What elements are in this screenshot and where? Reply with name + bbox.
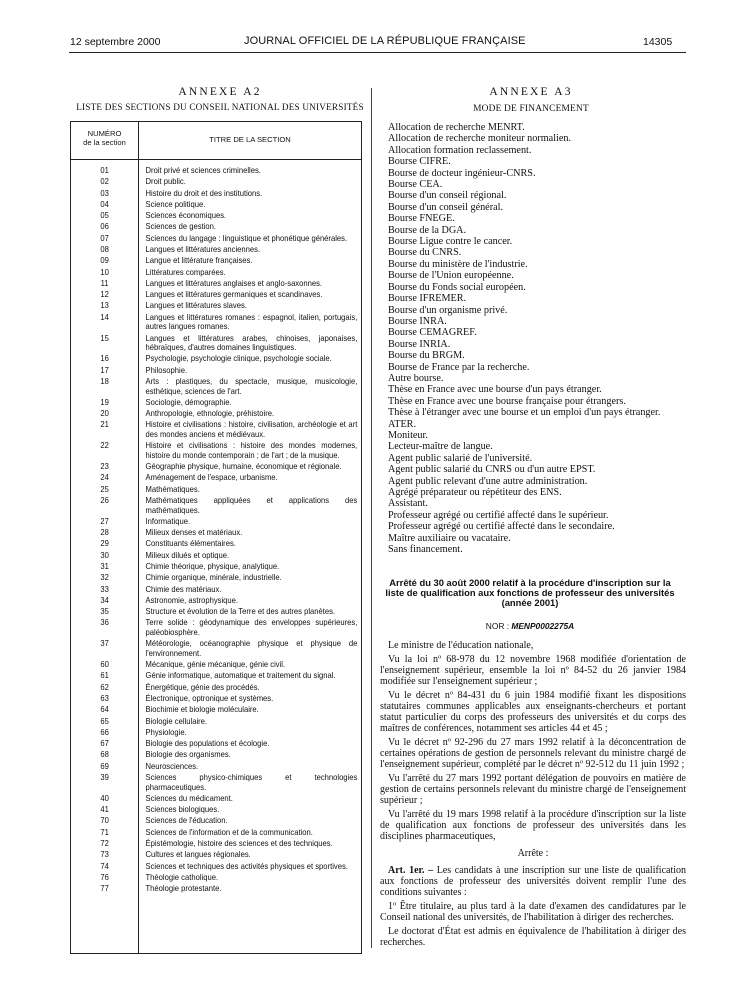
financing-mode-item: Agent public salarié de l'université. [388,452,533,464]
section-row [71,728,361,738]
column-header-number-line2: de la section [83,138,126,147]
section-title: Sciences du médicament. [145,792,233,803]
section-code: 64 [100,704,109,715]
section-code: 27 [100,515,109,526]
section-row [71,562,361,572]
annexe-a3-subtitle: MODE DE FINANCEMENT [473,104,589,114]
section-row [71,313,361,332]
section-title: Astronomie, astrophysique. [145,594,239,605]
section-title: Mathématiques. [145,483,200,494]
arrete-paragraph: Vu l'arrêté du 27 mars 1992 portant délégation de pouvoirs en matière de gestion de certains personnels relevant du ministre chargé de l'enseignement supérieur ; [380,773,686,806]
header-rule [69,52,686,53]
section-row [71,607,361,617]
section-row [71,683,361,693]
financing-mode-item: Bourse d'un conseil général. [388,201,503,213]
section-row [71,618,361,637]
arrete-title: Arrêté du 30 août 2000 relatif à la procédure d'inscription sur la liste de qualification aux fonctions de professeur des universités (année 2001) [385,577,675,609]
section-title: Chimie organique, minérale, industrielle. [145,572,282,583]
section-code: 31 [100,561,109,571]
section-row [71,234,361,244]
section-title: Arts : plastiques, du spectacle, musique, musicologie, esthétique, sciences de l'art. [145,375,358,396]
financing-mode-item: Autre bourse. [388,372,444,384]
financing-mode-item: Bourse du BRGM. [388,350,465,362]
section-code: 15 [100,332,109,343]
section-code: 08 [100,243,109,254]
section-code: 11 [100,277,109,288]
section-row [71,850,361,860]
section-title: Géographie physique, humaine, économique et régionale. [145,461,342,472]
section-title: Biochimie et biologie moléculaire. [145,704,259,715]
section-code: 30 [100,549,109,560]
section-code: 23 [100,461,109,472]
section-code: 25 [100,483,109,494]
section-row [71,596,361,606]
section-row [71,166,361,176]
financing-mode-item: Bourse de docteur ingénieur-CNRS. [388,167,536,179]
column-header-number [71,122,139,160]
section-code: 22 [100,440,109,451]
section-title: Sciences du langage : linguistique et phonétique générales. [145,232,348,243]
section-row [71,354,361,364]
section-title: Aménagement de l'espace, urbanisme. [145,472,278,483]
section-code: 69 [100,760,109,771]
section-code: 13 [100,300,109,311]
column-header-number-line1: NUMÉRO [87,129,122,138]
arrete-paragraph: Vu l'arrêté du 19 mars 1998 relatif à la procédure d'inscription sur la liste de qualification aux fonctions de professeur des universités dans les disciplines pharmaceutiques, [380,809,686,842]
section-code: 06 [100,221,109,232]
section-title: Philosophie. [145,364,188,375]
financing-mode-item: Bourse de France par la recherche. [388,361,530,373]
section-row [71,539,361,549]
section-title: Langues et littératures germaniques et scandinaves. [145,289,323,300]
section-row [71,409,361,419]
section-row [71,334,361,353]
section-title: Épistémologie, histoire des sciences et des techniques. [145,837,333,848]
annexe-a3-title: ANNEXE A3 [489,86,573,98]
section-row [71,705,361,715]
section-code: 10 [100,266,109,277]
section-row [71,739,361,749]
financing-mode-item: Bourse du CNRS. [388,247,462,259]
section-title: Physiologie. [145,726,187,737]
section-title: Chimie des matériaux. [145,583,222,594]
sections-table [70,121,362,954]
arrete-paragraph: Vu la loi nº 68-978 du 12 novembre 1968 modifiée d'orientation de l'enseignement supérieur, ensemble la loi nº 84-52 du 26 janvier 1984 modifiée sur l'enseignement supérieur ; [380,654,686,687]
section-code: 34 [100,594,109,605]
financing-mode-item: Thèse en France avec une bourse française pour étrangers. [388,395,626,407]
section-code: 60 [100,659,109,670]
section-row [71,816,361,826]
section-title: Sciences économiques. [145,210,227,221]
section-code: 24 [100,472,109,483]
section-title: Anthropologie, ethnologie, préhistoire. [145,408,275,419]
section-row [71,473,361,483]
section-title: Histoire du droit et des institutions. [145,187,263,198]
annexe-a2-title: ANNEXE A2 [178,86,262,98]
section-code: 62 [100,681,109,692]
section-title: Sciences de l'éducation. [145,815,228,826]
section-code: 41 [100,804,109,815]
section-title: Électronique, optronique et systèmes. [145,693,274,703]
financing-mode-item: Bourse CIFRE. [388,156,451,168]
section-row [71,245,361,255]
section-code: 14 [100,311,109,322]
section-code: 12 [100,289,109,300]
section-row [71,177,361,187]
section-code: 70 [100,815,109,826]
financing-mode-item: Bourse d'un conseil régional. [388,190,507,202]
section-code: 09 [100,255,109,266]
financing-mode-item: Bourse CEMAGREF. [388,327,477,339]
section-code: 37 [100,638,109,649]
section-title: Mécanique, génie mécanique, génie civil. [145,659,286,670]
section-code: 05 [100,210,109,221]
section-row [71,862,361,872]
financing-mode-item: Professeur agrégé ou certifié affecté dans le supérieur. [388,509,609,521]
arrete-paragraph: Le ministre de l'éducation nationale, [388,640,534,651]
section-title: Histoire et civilisations : histoire, civilisation, archéologie et art des mondes anciens et médiévaux. [145,419,358,439]
section-code: 18 [100,375,109,386]
section-title: Sociologie, démographie. [145,396,232,407]
section-title: Biologie des organismes. [145,749,231,760]
section-row [71,660,361,670]
arrete-body [380,640,686,951]
financing-mode-item: Agent public relevant d'une autre administration. [388,475,588,487]
section-title: Neurosciences. [145,760,199,771]
section-row [71,290,361,300]
financing-mode-item: Bourse Ligue contre le cancer. [388,236,513,248]
section-row [71,200,361,210]
section-row [71,805,361,815]
section-code: 21 [100,419,109,430]
financing-mode-item: Lecteur-maître de langue. [388,441,493,453]
section-code: 35 [100,606,109,617]
annexe-a2-subtitle: LISTE DES SECTIONS DU CONSEIL NATIONAL DES UNIVERSITÉS [76,102,364,112]
section-code: 66 [100,726,109,737]
financing-mode-item: Bourse du Fonds social européen. [388,281,526,293]
section-row [71,256,361,266]
section-title: Sciences biologiques. [145,804,220,815]
section-row [71,585,361,595]
financing-mode-item: Allocation de recherche MENRT. [388,122,525,133]
section-row [71,639,361,658]
section-title: Théologie catholique. [145,871,219,882]
section-code: 17 [100,364,109,375]
section-title: Théologie protestante. [145,883,222,894]
financing-mode-item: Allocation formation reclassement. [388,144,532,156]
section-title: Cultures et langues régionales. [145,849,251,860]
section-row [71,496,361,515]
section-title: Sciences de l'information et de la communication. [145,826,313,837]
article-1 [380,865,686,898]
section-row [71,839,361,849]
section-title: Biologie cellulaire. [145,715,208,726]
section-code: 68 [100,749,109,760]
section-title: Droit privé et sciences criminelles. [145,165,261,175]
section-code: 63 [100,693,109,703]
section-row [71,717,361,727]
financing-mode-item: Agent public salarié du CNRS ou d'un autre EPST. [388,464,596,476]
section-row [71,873,361,883]
section-title: Biologie des populations et écologie. [145,738,270,749]
section-row [71,462,361,472]
section-code: 04 [100,198,109,209]
section-title: Sciences de gestion. [145,221,216,232]
section-code: 74 [100,860,109,871]
section-title: Droit public. [145,176,186,187]
nor-label: NOR : [485,621,510,631]
condition-2: Le doctorat d'État est admis en équivalence de l'habilitation à diriger des recherches. [380,926,686,948]
financing-mode-item: Bourse de l'Union européenne. [388,270,514,282]
arrete-nor [380,621,680,631]
header-date: 12 septembre 2000 [70,36,161,48]
section-code: 33 [100,583,109,594]
section-title: Constituants élémentaires. [145,538,236,549]
section-code: 72 [100,837,109,848]
section-title: Génie informatique, automatique et traitement du signal. [145,670,336,681]
section-row [71,222,361,232]
section-row [71,517,361,527]
nor-code: MENP0002275A [511,621,575,631]
section-row [71,884,361,894]
section-title: Mathématiques appliquées et applications des mathématiques. [145,495,358,515]
section-code: 39 [100,771,109,782]
financing-mode-item: ATER. [388,418,417,430]
section-code: 40 [100,792,109,803]
financing-mode-item: Bourse d'un organisme privé. [388,304,508,316]
section-row [71,573,361,583]
section-title: Sciences et techniques des activités physiques et sportives. [145,860,348,871]
section-code: 28 [100,527,109,538]
section-code: 26 [100,495,109,505]
financing-modes-list [388,122,690,555]
financing-mode-item: Sans financement. [388,544,463,556]
article-1-text: Les candidats à une inscription sur une liste de qualification aux fonctions de professeur des universités doivent remplir l'une des conditions suivantes : [380,865,687,898]
section-row [71,528,361,538]
financing-mode-item: Bourse du ministère de l'industrie. [388,258,528,270]
section-code: 20 [100,408,109,419]
section-title: Informatique. [145,515,191,526]
section-row [71,268,361,278]
section-code: 02 [100,176,109,187]
section-code: 32 [100,572,109,583]
financing-mode-item: Thèse à l'étranger avec une bourse et un emploi d'un pays étranger. [388,407,661,419]
section-row [71,420,361,439]
section-code: 77 [100,883,109,894]
section-row [71,398,361,408]
section-code: 65 [100,715,109,726]
financing-mode-item: Professeur agrégé ou certifié affecté dans le secondaire. [388,521,615,533]
section-row [71,279,361,289]
section-title: Langues et littératures slaves. [145,300,247,311]
section-row [71,671,361,681]
section-row [71,366,361,376]
financing-mode-item: Allocation de recherche moniteur normalien. [388,133,572,145]
section-row [71,750,361,760]
section-title: Milieux denses et matériaux. [145,527,243,538]
section-title: Langue et littérature françaises. [145,255,253,266]
section-code: 73 [100,849,109,860]
financing-mode-item: Bourse de la DGA. [388,224,467,236]
section-code: 61 [100,670,109,681]
financing-mode-item: Assistant. [388,498,428,510]
article-1-label: Art. 1er. – [388,865,434,876]
section-row [71,485,361,495]
section-code: 36 [100,617,109,628]
financing-mode-item: Maître auxiliaire ou vacataire. [388,532,511,544]
financing-mode-item: Moniteur. [388,429,428,441]
arrete-paragraph: Vu le décret nº 92-296 du 27 mars 1992 relatif à la déconcentration de certaines opérations de gestion de personnels relevant du ministre chargé de l'enseignement supérieur, complété par le décret nº 92-512 du 11 juin 1992 ; [380,737,686,770]
section-title: Langues et littératures romanes : espagnol, italien, portugais, autres langues romanes. [145,311,358,332]
section-title: Langues et littératures arabes, chinoises, japonaises, hébraïques, d'autres domaines linguistiques. [145,332,358,353]
section-title: Science politique. [145,198,206,209]
arrete-word: Arrête : [517,848,549,859]
journal-title: JOURNAL OFFICIEL DE LA RÉPUBLIQUE FRANÇAISE [244,35,526,47]
section-title: Langues et littératures anglaises et anglo-saxonnes. [145,277,323,288]
section-row [71,694,361,704]
condition-1: 1º Être titulaire, au plus tard à la date d'examen des candidatures par le Conseil national des universités, de l'habilitation à diriger des recherches. [380,901,686,923]
financing-mode-item: Bourse CEA. [388,179,443,191]
column-header-title: TITRE DE LA SECTION [139,122,361,160]
financing-mode-item: Bourse FNEGE. [388,213,455,225]
section-title: Structure et évolution de la Terre et des autres planètes. [145,606,336,617]
section-row [71,377,361,396]
section-code: 71 [100,826,109,837]
section-row [71,794,361,804]
section-row [71,211,361,221]
section-code: 76 [100,871,109,882]
section-row [71,828,361,838]
financing-mode-item: Bourse IFREMER. [388,293,467,305]
section-title: Énergétique, génie des procédés. [145,681,260,692]
section-title: Terre solide : géodynamique des enveloppes supérieures, paléobiosphère. [145,617,358,637]
section-code: 16 [100,353,109,364]
section-title: Histoire et civilisations : histoire des mondes modernes, histoire du monde contemporain ; de l'art ; de la musique. [145,440,358,460]
section-title: Langues et littératures anciennes. [145,243,261,254]
page-number: 14305 [643,36,673,48]
section-row [71,189,361,199]
sections-table-body [71,166,361,894]
section-row [71,762,361,772]
section-title: Milieux dilués et optique. [145,549,230,560]
section-code: 67 [100,738,109,749]
section-row [71,773,361,792]
section-code: 19 [100,396,109,407]
section-row [71,301,361,311]
section-code: 01 [100,165,109,175]
financing-mode-item: Bourse INRA. [388,315,447,327]
financing-mode-item: Thèse en France avec une bourse d'un pays étranger. [388,384,602,396]
financing-mode-item: Agrégé préparateur ou répétiteur des ENS. [388,487,562,498]
section-code: 29 [100,538,109,549]
section-title: Chimie théorique, physique, analytique. [145,561,280,571]
section-title: Météorologie, océanographie physique et physique de l'environnement. [145,638,358,658]
section-title: Psychologie, psychologie clinique, psychologie sociale. [145,353,332,364]
section-code: 03 [100,187,109,198]
section-row [71,441,361,460]
column-divider [371,88,372,948]
section-title: Littératures comparées. [145,266,226,277]
section-title: Sciences physico-chimiques et technologies pharmaceutiques. [145,771,358,792]
section-code: 07 [100,232,109,243]
section-row [71,551,361,561]
arrete-paragraph: Vu le décret nº 84-431 du 6 juin 1984 modifié fixant les dispositions statutaires communes applicables aux enseignants-chercheurs et portant statut particulier du corps des professeurs des universités et du corps des maîtres de conférences, notamment ses articles 44 et 45 ; [380,690,686,734]
financing-mode-item: Bourse INRIA. [388,338,451,350]
